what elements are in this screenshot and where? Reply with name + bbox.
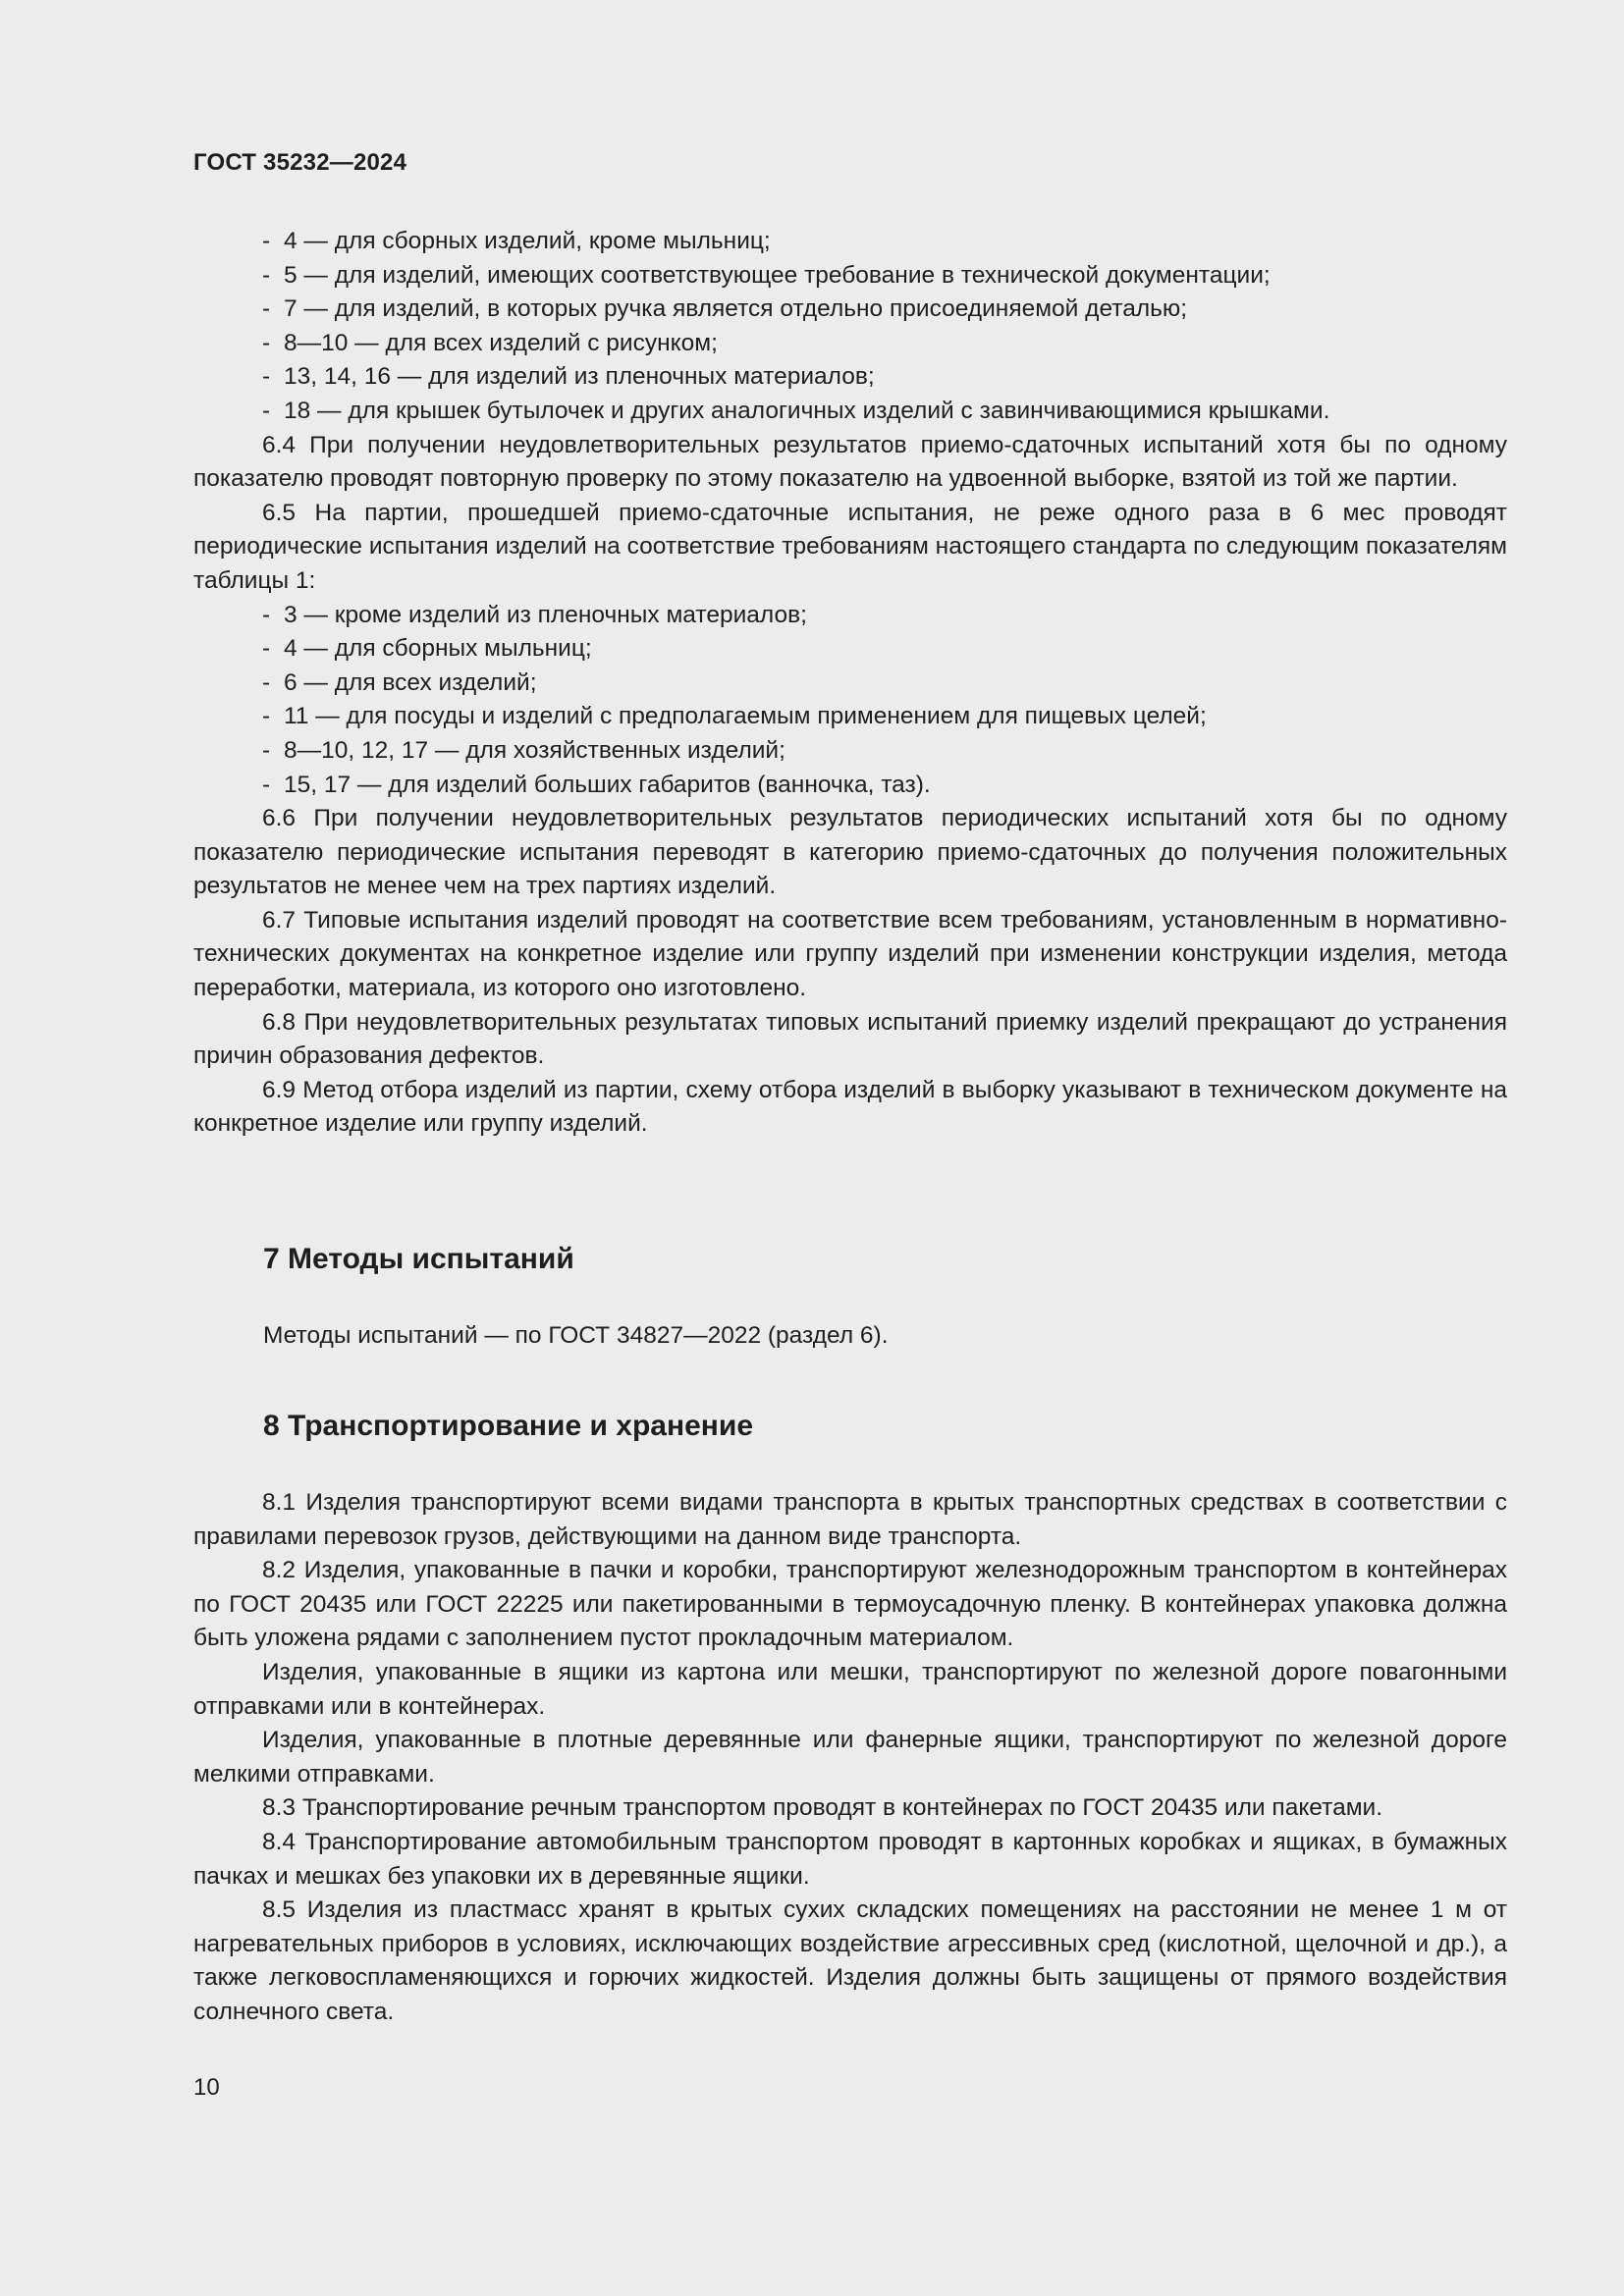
page-number: 10 <box>193 2074 220 2101</box>
paragraph-6-4: 6.4 При получении неудовлетворительных результатов приемо-сдаточных испытаний хотя бы по одному показателю проводят повторную проверку по этому показателю на удвоенной выборке, взятой из той же партии. <box>193 431 1507 493</box>
paragraph-6-6: 6.6 При получении неудовлетворительных результатов периодических испытаний хотя бы по одному показателю периодические испытания переводят в категорию приемо-сдаточных до получения положительных результатов не менее чем на трех партиях изделий. <box>193 805 1507 900</box>
list-item: - 8—10 — для всех изделий с рисунком; <box>262 329 718 356</box>
section-6-continued <box>193 225 1507 1142</box>
list-item: - 13, 14, 16 — для изделий из пленочных материалов; <box>262 363 875 391</box>
list-item: - 5 — для изделий, имеющих соответствующее требование в технической документации; <box>262 261 1271 289</box>
paragraph-6-5: 6.5 На партии, прошедшей приемо-сдаточные испытания, не реже одного раза в 6 мес проводят периодические испытания изделий на соответствие требованиям настоящего стандарта по следующим показателям таблицы 1: <box>193 499 1507 594</box>
list-item: - 11 — для посуды и изделий с предполагаемым применением для пищевых целей; <box>262 703 1207 730</box>
paragraph-8-2-small: Изделия, упакованные в плотные деревянные или фанерные ящики, транспортируют по железной дороге мелкими отправками. <box>193 1727 1507 1788</box>
section-8-heading: 8 Транспортирование и хранение <box>263 1410 754 1442</box>
section-8-body <box>193 1486 1507 2030</box>
document-code-header: ГОСТ 35232—2024 <box>193 149 407 176</box>
paragraph-8-3: 8.3 Транспортирование речным транспортом проводят в контейнерах по ГОСТ 20435 или пакетами. <box>262 1794 1383 1822</box>
paragraph-6-9: 6.9 Метод отбора изделий из партии, схему отбора изделий в выборку указывают в техническом документе на конкретное изделие или группу изделий. <box>193 1076 1507 1138</box>
paragraph-8-1: 8.1 Изделия транспортируют всеми видами транспорта в крытых транспортных средствах в соответствии с правилами перевозок грузов, действующими на данном виде транспорта. <box>193 1489 1507 1550</box>
list-item: - 6 — для всех изделий; <box>262 668 537 696</box>
list-item: - 8—10, 12, 17 — для хозяйственных изделий; <box>262 736 785 764</box>
paragraph-8-4: 8.4 Транспортирование автомобильным транспортом проводят в картонных коробках и ящиках, в бумажных пачках и мешках без упаковки их в деревянные ящики. <box>193 1828 1507 1890</box>
list-item: - 15, 17 — для изделий больших габаритов (ванночка, таз). <box>262 771 931 798</box>
list-item: - 3 — кроме изделий из пленочных материалов; <box>262 601 807 628</box>
list-item: - 4 — для сборных мыльниц; <box>262 635 592 663</box>
paragraph-8-2-wagon: Изделия, упакованные в ящики из картона или мешки, транспортируют по железной дороге повагонными отправками или в контейнерах. <box>193 1658 1507 1720</box>
paragraph-6-7: 6.7 Типовые испытания изделий проводят на соответствие всем требованиям, установленным в нормативно-технических документах на конкретное изделие или группу изделий при изменении конструкции изделия, метода переработки, материала, из которого оно изготовлено. <box>193 906 1507 1002</box>
paragraph-8-2: 8.2 Изделия, упакованные в пачки и коробки, транспортируют железнодорожным транспортом в контейнерах по ГОСТ 20435 или ГОСТ 22225 или пакетированными в термоусадочную пленку. В контейнерах упаковка должна быть уложена рядами с заполнением пустот прокладочным материалом. <box>193 1557 1507 1652</box>
section-7-heading: 7 Методы испытаний <box>263 1243 574 1275</box>
list-item: - 7 — для изделий, в которых ручка является отдельно присоединяемой деталью; <box>262 295 1188 323</box>
section-7-text: Методы испытаний — по ГОСТ 34827—2022 (раздел 6). <box>263 1322 889 1349</box>
list-item: - 4 — для сборных изделий, кроме мыльниц; <box>262 228 771 254</box>
list-item: - 18 — для крышек бутылочек и других аналогичных изделий с завинчивающимися крышками. <box>262 397 1330 424</box>
paragraph-8-5: 8.5 Изделия из пластмасс хранят в крытых сухих складских помещениях на расстоянии не менее 1 м от нагревательных приборов в условиях, исключающих воздействие агрессивных сред (кислотной, щелочной и др.), а также легковоспламеняющихся и горючих жидкостей. Изделия должны быть защищены от прямого воздействия солнечного света. <box>193 1896 1507 2025</box>
paragraph-6-8: 6.8 При неудовлетворительных результатах типовых испытаний приемку изделий прекращают до устранения причин образования дефектов. <box>193 1008 1507 1070</box>
